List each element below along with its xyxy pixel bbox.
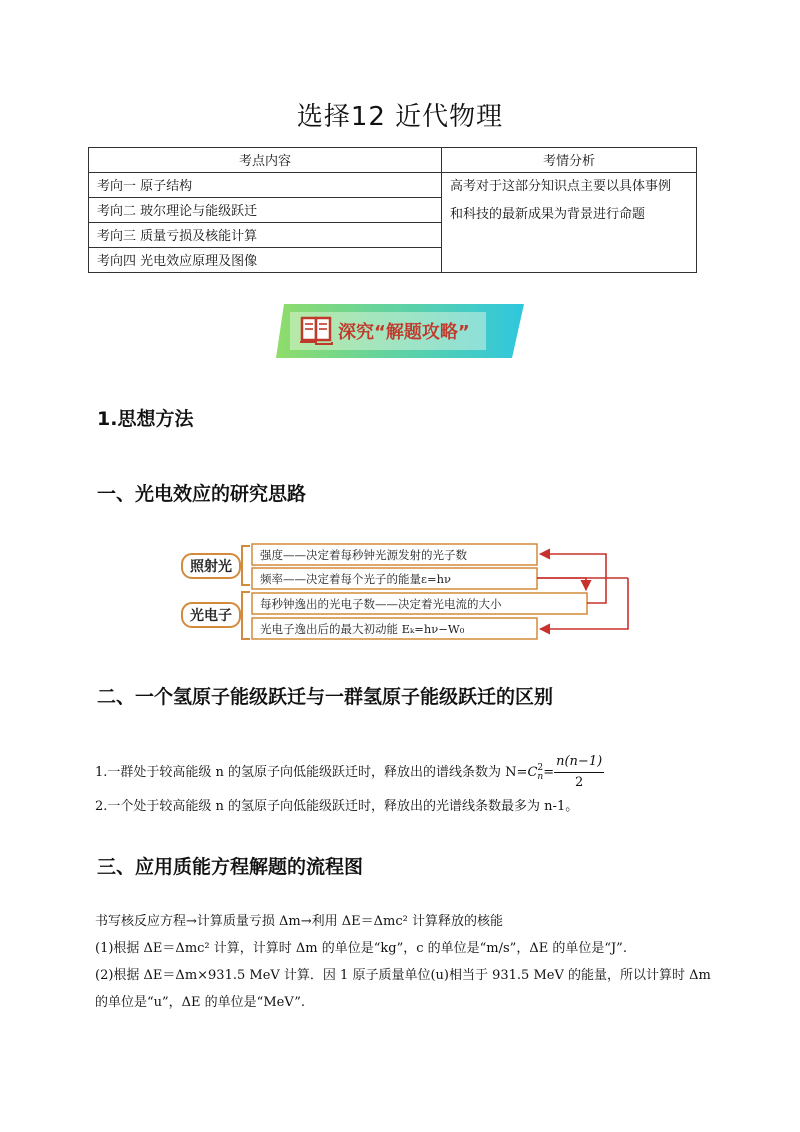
open-book-icon <box>300 318 332 344</box>
page-title: 选择12 近代物理 <box>296 102 504 132</box>
table-header-content: 考点内容 <box>89 148 442 173</box>
fraction-denominator: 2 <box>575 775 584 790</box>
exam-points-table <box>88 147 697 273</box>
section-heading-energy-levels: 二、一个氢原子能级跃迁与一群氢原子能级跃迁的区别 <box>97 686 554 708</box>
table-row: 考向三 质量亏损及核能计算 <box>89 223 442 248</box>
comb-symbol: C <box>527 765 538 780</box>
diagram-row-electron-count: 每秒钟逸出的光电子数——决定着光电流的大小 <box>260 597 502 611</box>
section-heading-photoelectric: 一、光电效应的研究思路 <box>97 483 307 505</box>
table-row: 考向二 玻尔理论与能级跃迁 <box>89 198 442 223</box>
paragraph-group-transition <box>95 752 715 793</box>
arrow-frequency-to-count <box>537 578 586 590</box>
comb-sup: 2 <box>537 762 544 773</box>
banner-text: 深究“解题攻略” <box>338 322 470 343</box>
paragraph-method-1: (1)根据 ΔE＝Δmc² 计算，计算时 Δm 的单位是“kg”，c 的单位是“m/s”，ΔE 的单位是“J”. <box>95 941 627 956</box>
label-electron: 光电子 <box>190 608 232 624</box>
diagram-row-kinetic-energy: 光电子逸出后的最大初动能 Eₖ=hν−W₀ <box>260 622 465 636</box>
paragraph-method-2: (2)根据 ΔE＝Δm×931.5 MeV 计算．因 1 原子质量单位(u)相当于 931.5 MeV 的能量，所以计算时 Δm <box>95 968 711 983</box>
fraction-numerator: n(n−1) <box>554 752 604 773</box>
analysis-line: 和科技的最新成果为背景进行命题 <box>450 207 646 222</box>
table-row: 考向一 原子结构 <box>89 173 442 198</box>
diagram-row-intensity: 强度——决定着每秒钟光源发射的光子数 <box>260 548 467 562</box>
table-row: 考向四 光电效应原理及图像 <box>89 248 442 273</box>
table-header-analysis: 考情分析 <box>442 148 697 173</box>
table-analysis-cell <box>442 173 697 273</box>
section-banner <box>276 302 524 360</box>
paragraph-method-2-cont: 的单位是“u”，ΔE 的单位是“MeV”. <box>95 995 305 1010</box>
paragraph-single-transition: 2.一个处于较高能级 n 的氢原子向低能级跃迁时，释放出的光谱线条数最多为 n-1。 <box>95 799 579 814</box>
comb-sub: n <box>537 771 544 782</box>
diagram-row-frequency: 频率——决定着每个光子的能量ε=hν <box>260 572 451 586</box>
section-heading-mass-energy: 三、应用质能方程解题的流程图 <box>97 856 364 878</box>
equals-sign: = <box>543 765 555 780</box>
photoelectric-diagram <box>176 540 632 644</box>
fraction <box>554 752 604 793</box>
analysis-line: 高考对于这部分知识点主要以具体事例 <box>450 179 672 194</box>
paragraph-text: 1.一群处于较高能级 n 的氢原子向低能级跃迁时，释放出的谱线条数为 N= <box>95 765 528 780</box>
section-heading-methods: 1.思想方法 <box>97 408 194 430</box>
paragraph-flow: 书写核反应方程→计算质量亏损 Δm→利用 ΔE＝Δmc² 计算释放的核能 <box>95 914 503 929</box>
label-light: 照射光 <box>190 559 232 575</box>
